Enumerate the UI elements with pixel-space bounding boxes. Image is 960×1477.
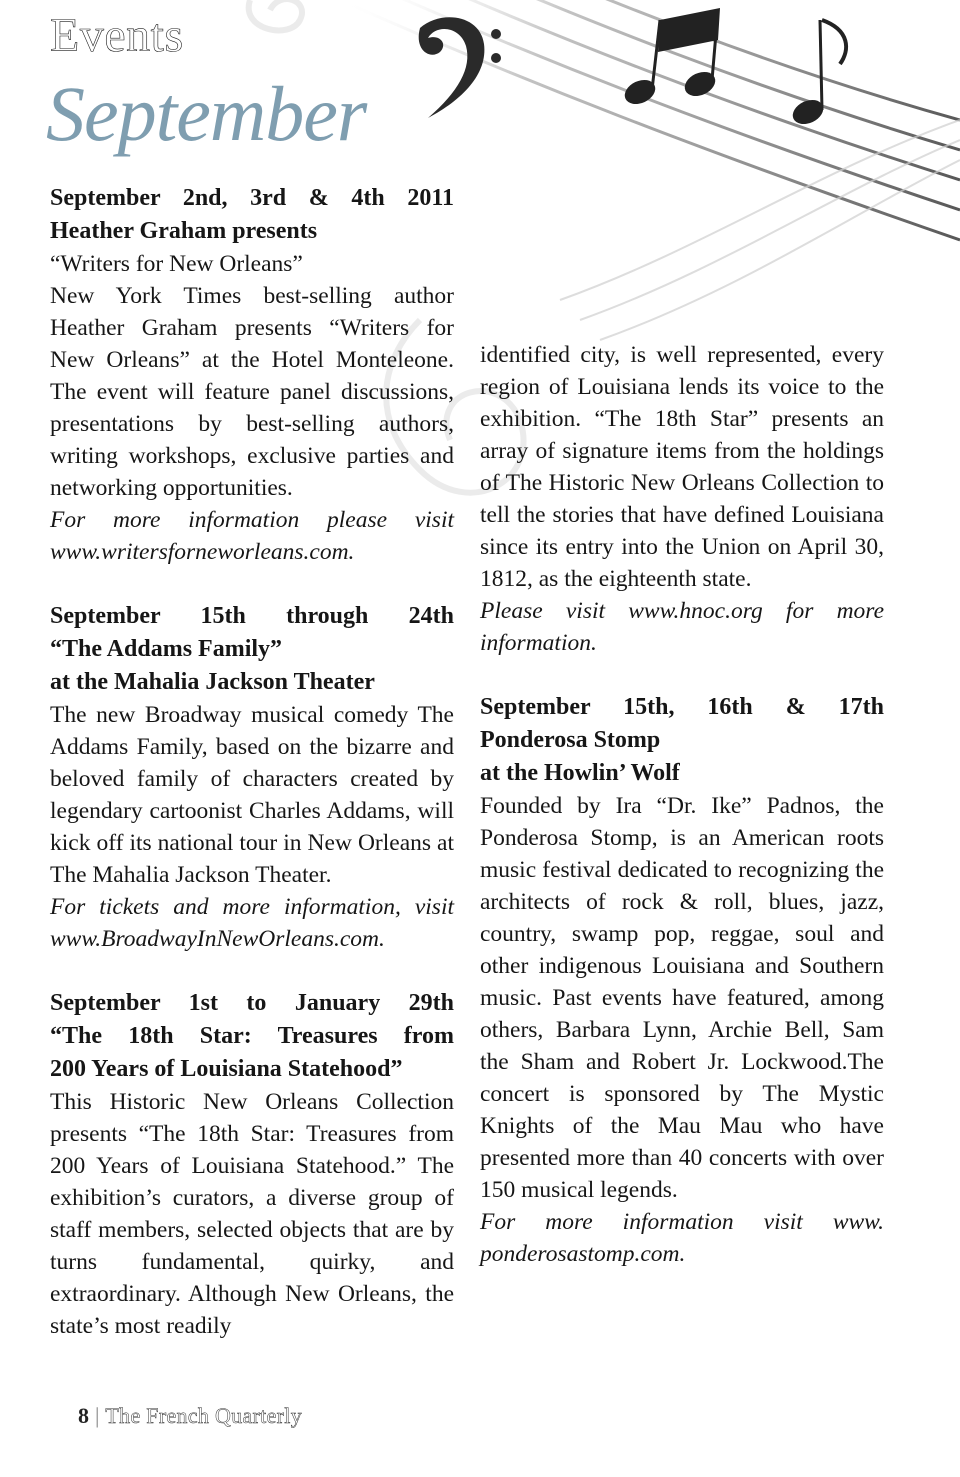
event-subtitle: “Writers for New Orleans”: [50, 251, 303, 277]
bass-clef-icon: [419, 17, 501, 118]
left-column: [50, 182, 454, 1342]
event-venue: at the Howlin’ Wolf: [480, 760, 680, 786]
event-title: Ponderosa Stomp: [480, 727, 661, 753]
page-number: 8: [78, 1403, 89, 1428]
event-title: Heather Graham presents: [50, 218, 318, 244]
event-18th-star-continued: [480, 339, 884, 659]
event-more-info: For more information please visit www.writersforneworleans.com.: [50, 507, 454, 565]
event-writers-for-new-orleans: [50, 182, 454, 568]
event-addams-family: [50, 600, 454, 955]
event-date: September 15th, 16th & 17th: [480, 694, 884, 720]
event-date: September 2nd, 3rd & 4th 2011: [50, 185, 454, 211]
event-title: “The 18th Star: Treasures from: [50, 1023, 454, 1049]
event-description: The new Broadway musical comedy The Addams Family, based on the bizarre and beloved family of characters created by legendary cartoonist Charles Addams, will kick off its national tour in New Orleans at The Mahalia Jackson Theater.: [50, 702, 454, 888]
event-description-continued: identified city, is well represented, every region of Louisiana lends its voice to the exhibition. “The 18th Star” presents an array of signature items from the holdings of The Historic New Orleans Collection to tell the stories that have defined Louisiana since its entry into the Union on April 30, 1812, as the eighteenth state.: [480, 342, 884, 592]
event-18th-star: [50, 987, 454, 1342]
publication-name: The French Quarterly: [105, 1403, 302, 1428]
month-heading: September: [46, 70, 367, 157]
event-more-info: Please visit www.hnoc.org for more information.: [480, 598, 884, 656]
event-title-continued: 200 Years of Louisiana Statehood”: [50, 1056, 403, 1082]
event-description: New York Times best-selling author Heather Graham presents “Writers for New Orleans” at the Hotel Monteleone. The event will feature panel discussions, presentations by best-selling authors, writing workshops, exclusive parties and networking opportunities.: [50, 283, 454, 501]
event-description: This Historic New Orleans Collection presents “The 18th Star: Treasures from 200 Years of Louisiana Statehood.” The exhibition’s curators, a diverse group of staff members, selected objects that are by turns fundamental, quirky, and extraordinary. Although New Orleans, the state’s most readily: [50, 1089, 454, 1339]
page-footer: [78, 1400, 302, 1432]
event-description: Founded by Ira “Dr. Ike” Padnos, the Ponderosa Stomp, is an American roots music festival dedicated to recognizing the architects of rock & roll, blues, jazz, country, swamp pop, reggae, soul and other indigenous Louisiana and Southern music. Past events have featured, among others, Barbara Lynn, Archie Bell, Sam the Sham and Robert Jr. Lockwood.The concert is sponsored by The Mystic Knights of the Mau Mau who have presented more than 40 concerts with over 150 musical legends.: [480, 793, 884, 1203]
right-column: [480, 339, 884, 1270]
event-date: September 1st to January 29th: [50, 990, 454, 1016]
event-more-info: For more information visit www. ponderosastomp.com.: [480, 1209, 884, 1267]
footer-separator: |: [95, 1403, 100, 1428]
staff-lines-lower: [560, 120, 960, 340]
event-more-info: For tickets and more information, visit www.BroadwayInNewOrleans.com.: [50, 894, 454, 952]
event-venue: at the Mahalia Jackson Theater: [50, 669, 375, 695]
section-title: Events: [50, 9, 184, 62]
event-title: “The Addams Family”: [50, 636, 283, 662]
event-date: September 15th through 24th: [50, 603, 454, 629]
music-notes-icon: [621, 8, 846, 129]
event-ponderosa-stomp: [480, 691, 884, 1270]
